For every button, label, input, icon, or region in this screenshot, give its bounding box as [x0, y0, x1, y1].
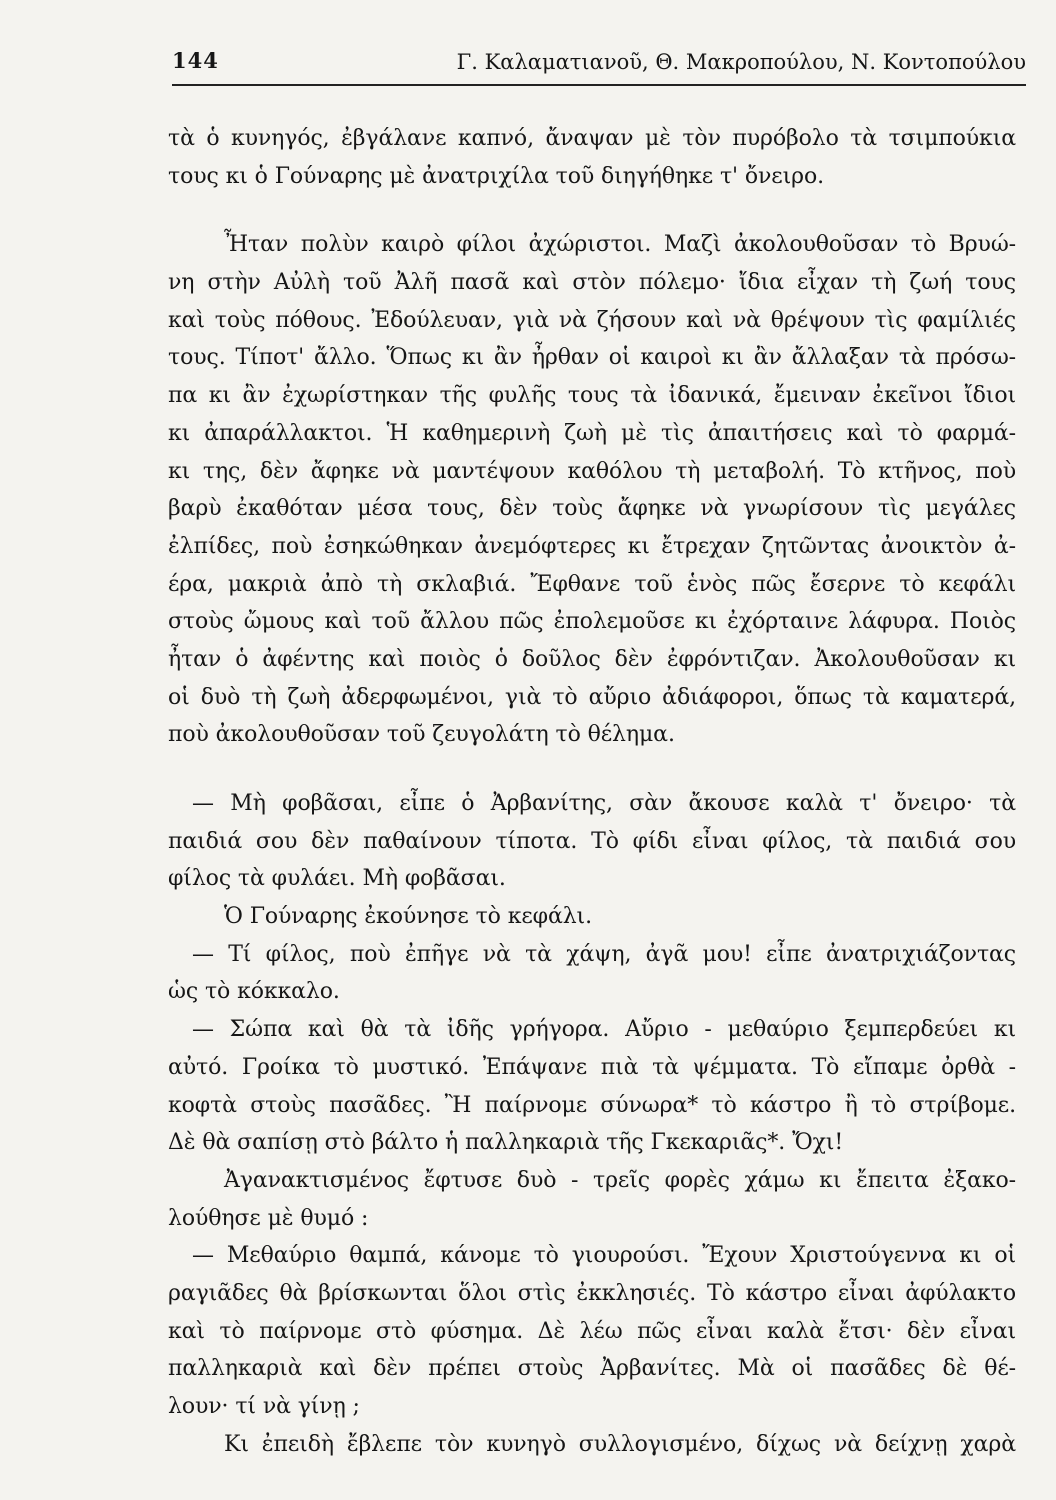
text-line: ραγιᾶδες θὰ βρίσκωνται ὅλοι στὶς ἐκκλησιές. Τὸ κάστρο εἶναι ἀφύλακτο — [168, 1280, 1016, 1306]
text-line: Δὲ θὰ σαπίσῃ στὸ βάλτο ἡ παλληκαριὰ τῆς Γκεκαριᾶς*. Ὄχι! — [168, 1130, 844, 1156]
text-line: τους κι ὁ Γούναρης μὲ ἀνατριχίλα τοῦ διηγήθηκε τ' ὄνειρο. — [168, 163, 824, 189]
text-line: ὡς τὸ κόκκαλο. — [168, 979, 340, 1005]
text-line: ἦταν ὁ ἀφέντης καὶ ποιὸς ὁ δοῦλος δὲν ἐφρόντιζαν. Ἀκολουθοῦσαν κι — [168, 646, 1016, 672]
text-line: παιδιά σου δὲν παθαίνουν τίποτα. Τὸ φίδι εἶναι φίλος, τὰ παιδιά σου — [168, 828, 1016, 854]
text-line: νη στὴν Αὐλὴ τοῦ Ἀλῆ πασᾶ καὶ στὸν πόλεμο· ἴδια εἶχαν τὴ ζωή τους — [168, 270, 1016, 296]
text-line: ποὺ ἀκολουθοῦσαν τοῦ ζευγολάτη τὸ θέλημα. — [168, 722, 675, 748]
text-line: καὶ τοὺς πόθους. Ἐδούλευαν, γιὰ νὰ ζήσουν καὶ νὰ θρέψουν τὶς φαμίλιές — [168, 307, 1016, 333]
text-line: πα κι ἂν ἐχωρίστηκαν τῆς φυλῆς τους τὰ ἰδανικά, ἔμειναν ἐκεῖνοι ἴδιοι — [168, 383, 1016, 409]
text-line: — Μὴ φοβᾶσαι, εἶπε ὁ Ἀρβανίτης, σὰν ἄκουσε καλὰ τ' ὄνειρο· τὰ — [192, 791, 1016, 816]
text-line: ἐλπίδες, ποὺ ἐσηκώθηκαν ἀνεμόφτερες κι ἔτρεχαν ζητῶντας ἀνοικτὸν ἀ- — [168, 533, 1016, 559]
text-line: τὰ ὁ κυνηγός, ἐβγάλανε καπνό, ἄναψαν μὲ τὸν πυρόβολο τὰ τσιμπούκια — [168, 126, 1016, 151]
text-line: παλληκαριὰ καὶ δὲν πρέπει στοὺς Ἀρβανίτες. Μὰ οἱ πασᾶδες δὲ θέ- — [168, 1356, 1016, 1382]
text-line: κοφτὰ στοὺς πασᾶδες. Ἢ παίρνομε σύνωρα* τὸ κάστρο ἢ τὸ στρίβομε. — [168, 1092, 1016, 1118]
text-line: λούθησε μὲ θυμό : — [168, 1205, 369, 1231]
text-line: οἱ δυὸ τὴ ζωὴ ἀδερφωμένοι, γιὰ τὸ αὔριο ἀδιάφοροι, ὅπως τὰ καματερά, — [168, 684, 1016, 710]
text-line: λουν· τί νὰ γίνῃ ; — [168, 1394, 360, 1419]
text-line: — Σώπα καὶ θὰ τὰ ἰδῆς γρήγορα. Αὔριο - μεθαύριο ξεμπερδεύει κι — [192, 1017, 1016, 1043]
text-line: βαρὺ ἐκαθόταν μέσα τους, δὲν τοὺς ἄφηκε νὰ γνωρίσουν τὶς μεγάλες — [168, 496, 1016, 522]
text-line: — Τί φίλος, ποὺ ἐπῆγε νὰ τὰ χάψη, ἀγᾶ μου! εἶπε ἀνατριχιάζοντας — [192, 941, 1016, 967]
text-line: στοὺς ὤμους καὶ τοῦ ἄλλου πῶς ἐπολεμοῦσε κι ἐχόρταινε λάφυρα. Ποιὸς — [168, 609, 1016, 635]
text-line: Κι ἐπειδὴ ἔβλεπε τὸν κυνηγὸ συλλογισμένο, δίχως νὰ δείχνῃ χαρὰ — [224, 1431, 1016, 1457]
text-line: έρα, μακριὰ ἀπὸ τὴ σκλαβιά. Ἔφθανε τοῦ ἑνὸς πῶς ἔσερνε τὸ κεφάλι — [168, 571, 1016, 597]
body-text — [168, 120, 1016, 1463]
text-line: Ἀγανακτισμένος ἔφτυσε δυὸ - τρεῖς φορὲς χάμω κι ἔπειτα ἐξακο- — [224, 1167, 1016, 1193]
running-head-authors: Γ. Καλαματιανοῦ, Θ. Μακροπούλου, Ν. Κοντοπούλου — [456, 50, 1026, 74]
text-line: τους. Τίποτ' ἄλλο. Ὅπως κι ἂν ἦρθαν οἱ καιροὶ κι ἂν ἄλλαξαν τὰ πρόσω- — [168, 345, 1016, 371]
text-line: αὐτό. Γροίκα τὸ μυστικό. Ἐπάψανε πιὰ τὰ ψέμματα. Τὸ εἴπαμε ὀρθὰ - — [168, 1054, 1016, 1080]
text-line: Ἦταν πολὺν καιρὸ φίλοι ἀχώριστοι. Μαζὶ ἀκολουθοῦσαν τὸ Βρυώ- — [224, 232, 1016, 258]
text-line: — Μεθαύριο θαμπά, κάνομε τὸ γιουρούσι. Ἔχουν Χριστούγεννα κι οἱ — [192, 1243, 1016, 1269]
text-line: κι της, δὲν ἄφηκε νὰ μαντέψουν καθόλου τὴ μεταβολή. Τὸ κτῆνος, ποὺ — [168, 458, 1016, 484]
text-line: καὶ τὸ παίρνομε στὸ φύσημα. Δὲ λέω πῶς εἶναι καλὰ ἔτσι· δὲν εἶναι — [168, 1318, 1016, 1344]
page-number: 144 — [172, 48, 219, 73]
text-line: φίλος τὰ φυλάει. Μὴ φοβᾶσαι. — [168, 866, 506, 892]
text-line: κι ἀπαράλλακτοι. Ἡ καθημερινὴ ζωὴ μὲ τὶς ἀπαιτήσεις καὶ τὸ φαρμά- — [168, 420, 1016, 446]
page-header — [172, 44, 1026, 86]
text-line: Ὁ Γούναρης ἐκούνησε τὸ κεφάλι. — [224, 904, 592, 930]
